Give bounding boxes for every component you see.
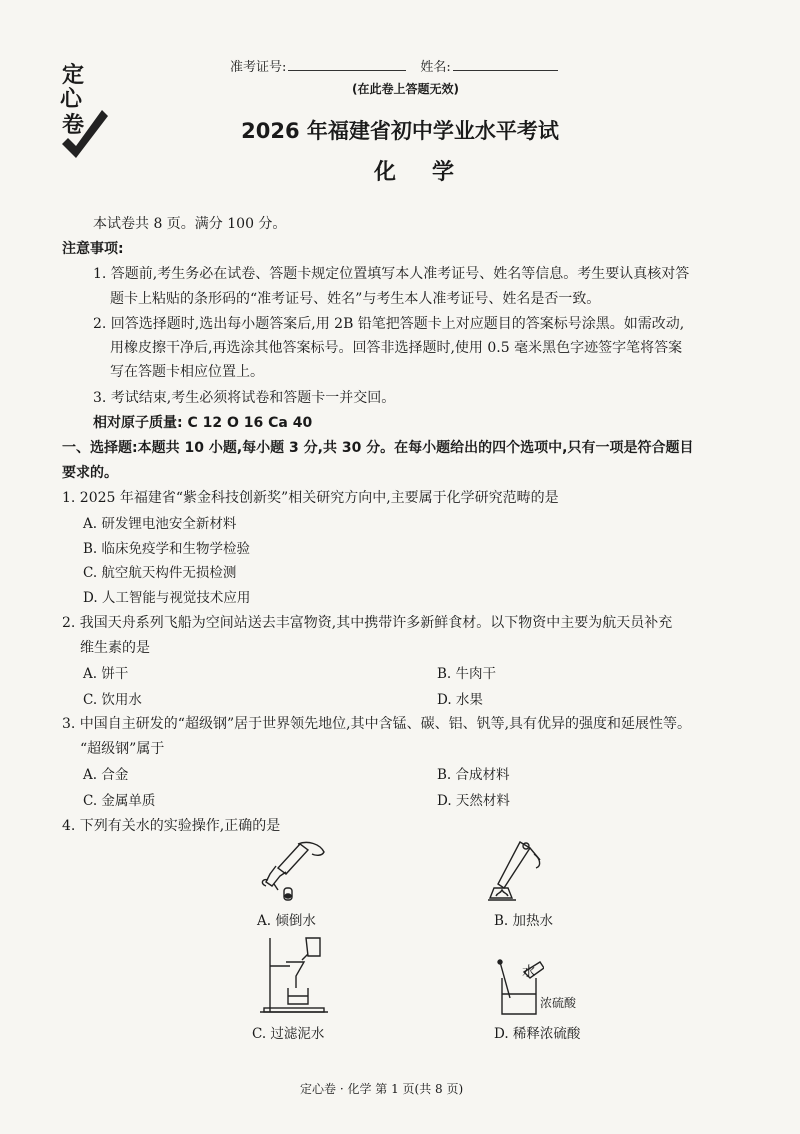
note-1-line-1: 1. 答题前,考生务必在试卷、答题卡规定位置填写本人准考证号、姓名等信息。考生要认真核对答 xyxy=(93,266,690,282)
heating-water-figure xyxy=(482,838,552,904)
note-2-line-2: 用橡皮擦干净后,再选涂其他答案标号。回答非选择题时,使用 0.5 毫米黑色字迹签字笔将答案 xyxy=(110,340,683,356)
q1-option-c: C. 航空航天构件无损检测 xyxy=(83,565,237,581)
q3-stem-line-1: 3. 中国自主研发的“超级钢”居于世界领先地位,其中含锰、碳、铝、钒等,具有优异的强度和延展性等。 xyxy=(62,716,692,732)
q2-option-a: A. 饼干 xyxy=(83,666,129,682)
note-1-line-2: 题卡上粘贴的条形码的“准考证号、姓名”与考生本人准考证号、姓名是否一致。 xyxy=(110,291,601,307)
q4-option-c: C. 过滤泥水 xyxy=(252,1026,325,1042)
q4-option-d: D. 稀释浓硫酸 xyxy=(494,1026,581,1042)
q4-option-a: A. 倾倒水 xyxy=(257,913,316,929)
logo xyxy=(58,64,114,164)
q3-stem-line-2: “超级钢”属于 xyxy=(80,741,165,757)
q4-option-b: B. 加热水 xyxy=(494,913,554,929)
atomic-mass: 相对原子质量: C 12 O 16 Ca 40 xyxy=(93,415,313,431)
exam-header xyxy=(230,56,572,75)
intro-text: 本试卷共 8 页。满分 100 分。 xyxy=(93,216,287,232)
exam-id-blank xyxy=(288,58,406,71)
q4-label-water: 水 xyxy=(522,964,536,980)
q1-option-a: A. 研发锂电池安全新材料 xyxy=(83,516,237,532)
section-1-line-2: 要求的。 xyxy=(62,465,118,481)
q1-option-b: B. 临床免疫学和生物学检验 xyxy=(83,541,251,557)
logo-char-3: 卷 xyxy=(62,112,85,138)
name-blank xyxy=(453,58,558,71)
page-footer: 定心卷 · 化学 第 1 页(共 8 页) xyxy=(300,1082,464,1096)
q2-stem-line-2: 维生素的是 xyxy=(80,640,150,656)
q3-option-d: D. 天然材料 xyxy=(437,793,510,809)
subject-title: 化学 xyxy=(374,160,491,185)
section-1-line-1: 一、选择题:本题共 10 小题,每小题 3 分,共 30 分。在每小题给出的四个选项中,只有一项是符合题目 xyxy=(62,440,694,456)
dilution-figure xyxy=(494,958,544,1020)
name-label: 姓名: xyxy=(420,60,451,75)
q2-option-b: B. 牛肉干 xyxy=(437,666,497,682)
notes-heading: 注意事项: xyxy=(62,241,124,257)
q4-label-acid: 浓硫酸 xyxy=(540,996,577,1010)
q3-option-a: A. 合金 xyxy=(83,767,129,783)
q2-option-d: D. 水果 xyxy=(437,692,483,708)
logo-char-1: 定 xyxy=(62,62,85,88)
q1-option-d: D. 人工智能与视觉技术应用 xyxy=(83,590,251,606)
answer-notice: (在此卷上答题无效) xyxy=(352,82,459,96)
q3-option-b: B. 合成材料 xyxy=(437,767,510,783)
filtering-figure xyxy=(258,932,330,1018)
logo-char-2: 心 xyxy=(60,86,83,112)
q1-stem: 1. 2025 年福建省“紫金科技创新奖”相关研究方向中,主要属于化学研究范畴的是 xyxy=(62,490,559,506)
exam-id-label: 准考证号: xyxy=(230,60,287,75)
note-3: 3. 考试结束,考生必须将试卷和答题卡一并交回。 xyxy=(93,390,396,406)
q3-option-c: C. 金属单质 xyxy=(83,793,156,809)
exam-title: 2026 年福建省初中学业水平考试 xyxy=(241,119,559,143)
note-2-line-3: 写在答题卡相应位置上。 xyxy=(110,364,264,380)
q4-stem: 4. 下列有关水的实验操作,正确的是 xyxy=(62,818,281,834)
checkmark-icon xyxy=(58,64,114,164)
pouring-water-figure xyxy=(258,838,330,902)
note-2-line-1: 2. 回答选择题时,选出每小题答案后,用 2B 铅笔把答题卡上对应题目的答案标号涂黑。如需改动, xyxy=(93,316,685,332)
q2-option-c: C. 饮用水 xyxy=(83,692,142,708)
q2-stem-line-1: 2. 我国天舟系列飞船为空间站送去丰富物资,其中携带许多新鲜食材。以下物资中主要为航天员补充 xyxy=(62,615,673,631)
